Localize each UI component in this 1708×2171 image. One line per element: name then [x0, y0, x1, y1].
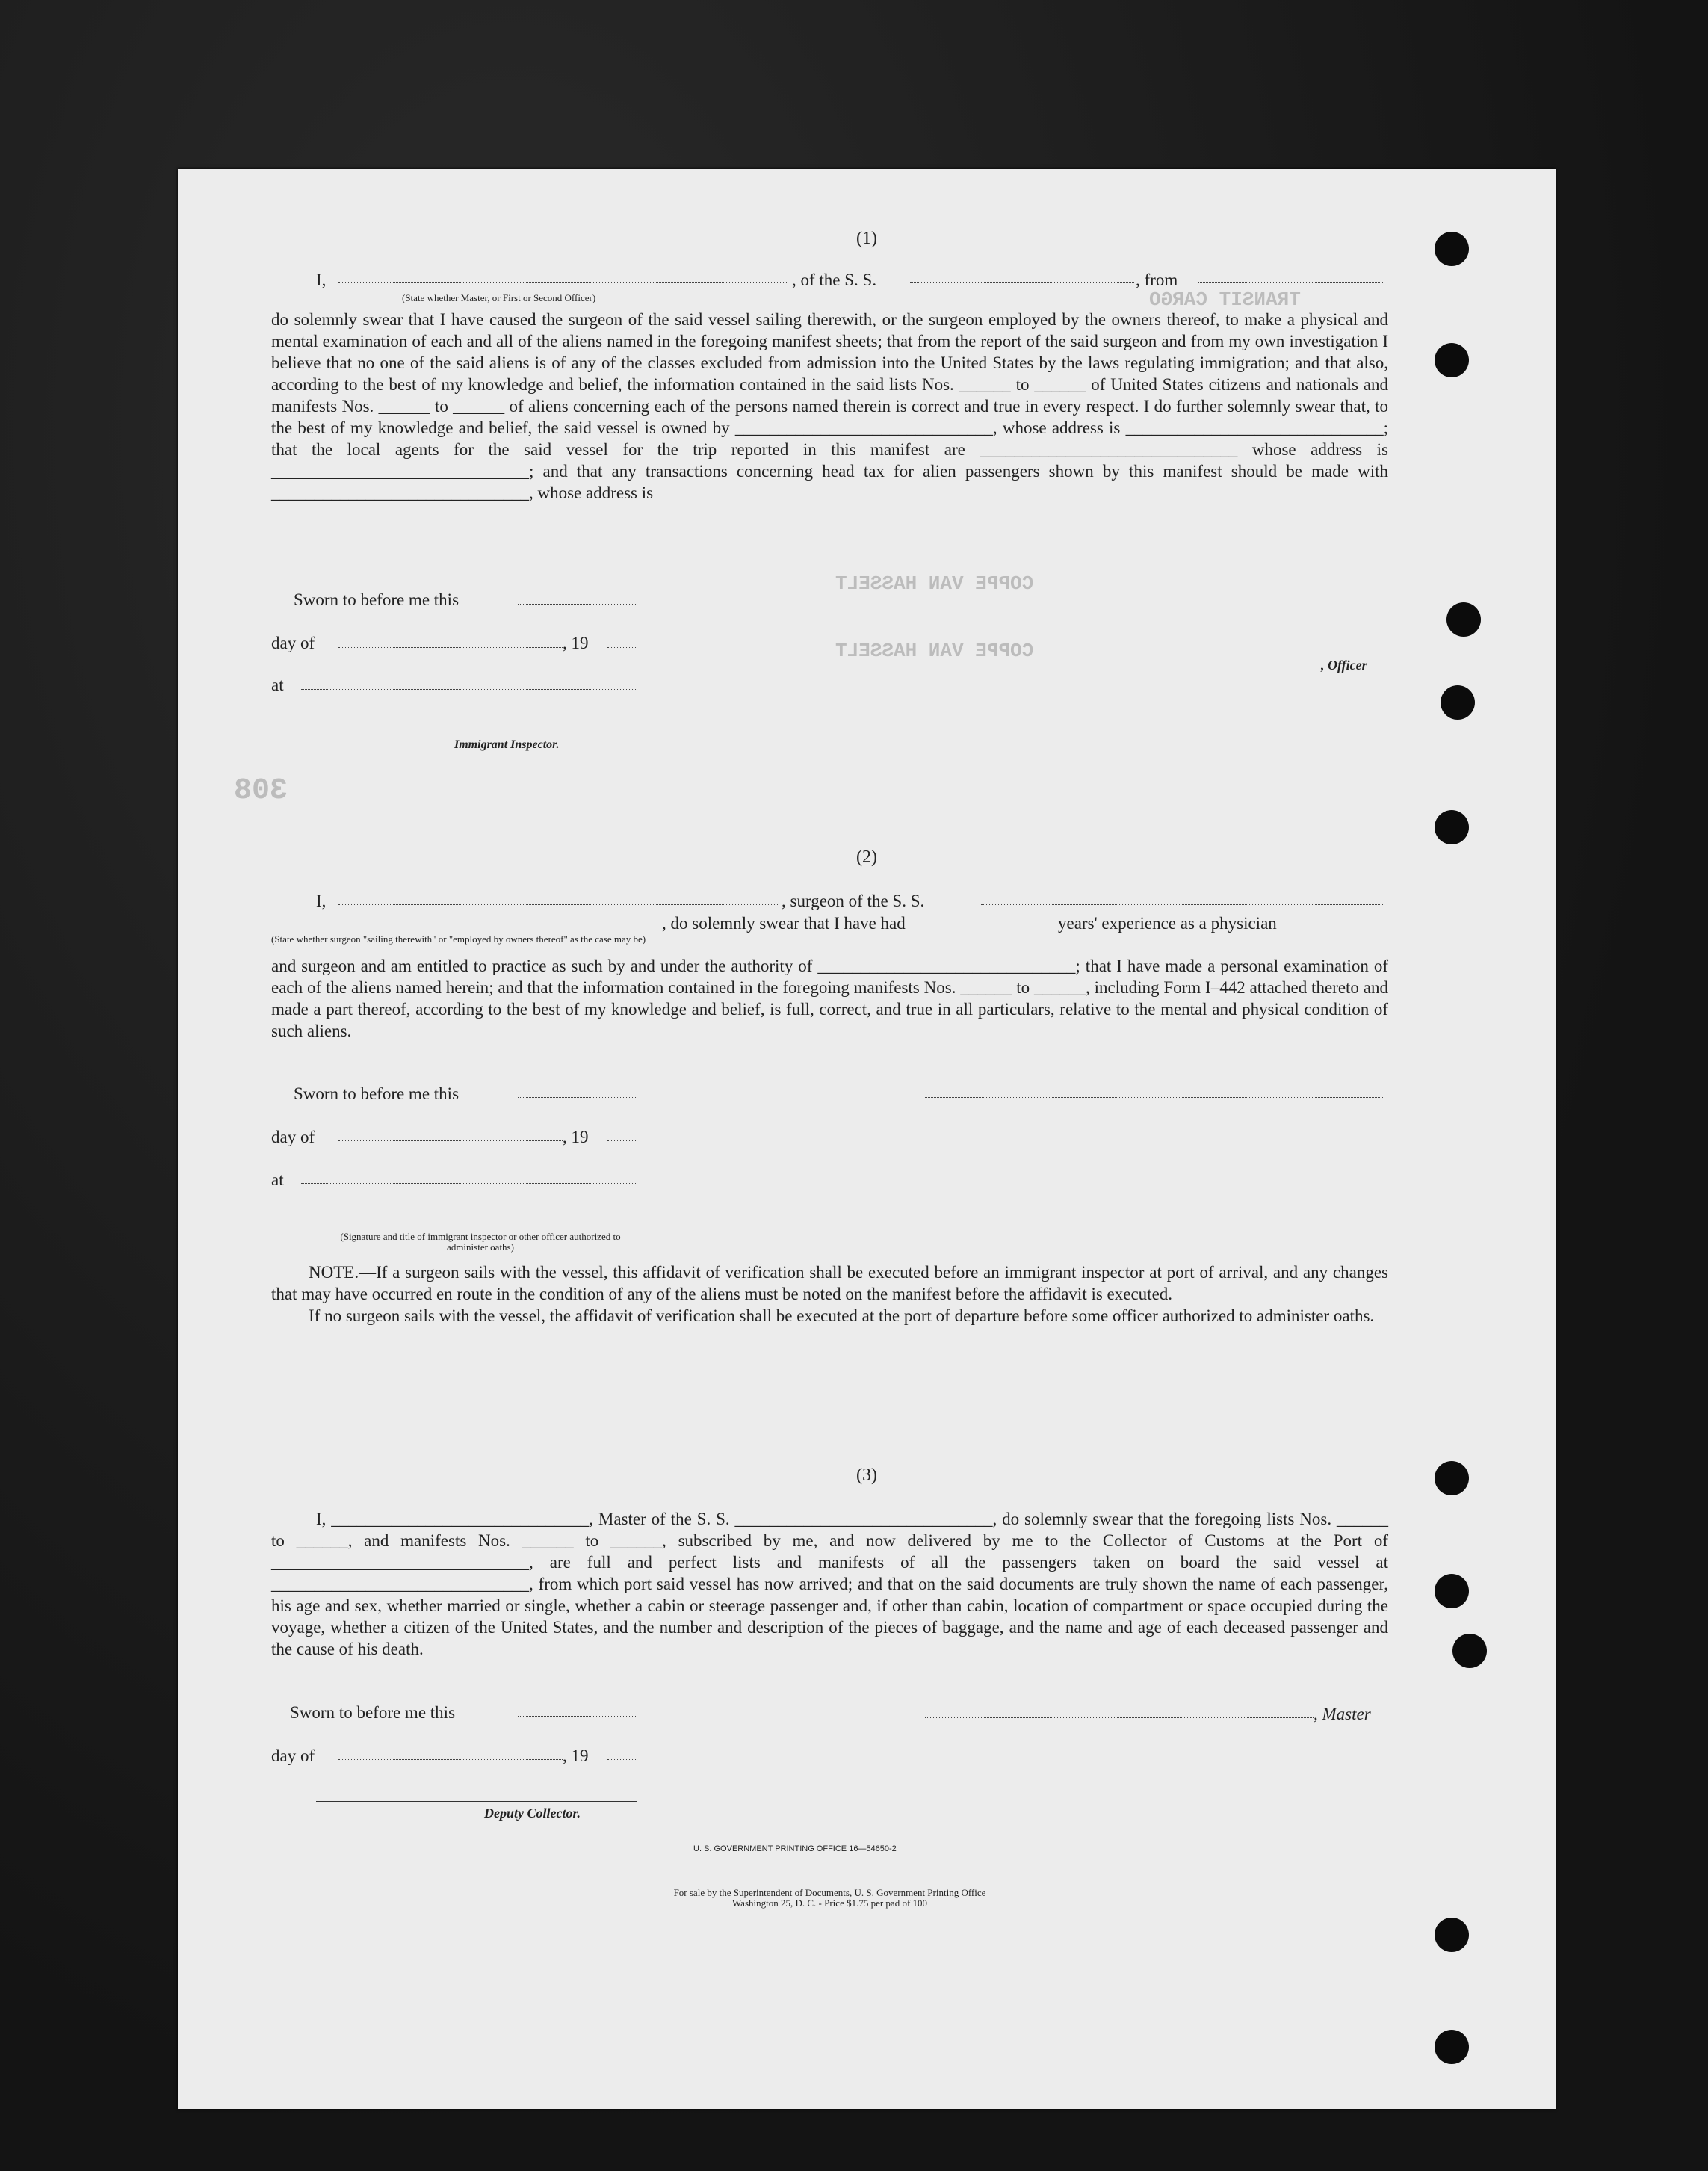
punch-hole	[1435, 810, 1469, 844]
s3-year-line[interactable]	[607, 1744, 637, 1760]
s2-at-line[interactable]	[301, 1168, 637, 1184]
s2-sworn: Sworn to before me this	[294, 1084, 460, 1103]
s1-i-label: I,	[316, 271, 327, 289]
printing-office-code: U. S. GOVERNMENT PRINTING OFFICE 16—54650-2	[693, 1844, 897, 1853]
punch-hole	[1452, 1634, 1487, 1668]
s2-years: years' experience as a physician	[1058, 914, 1277, 933]
s2-note2: If no surgeon sails with the vessel, the affidavit of verification shall be executed at the port of departure before some officer authorized to administer oaths.	[309, 1306, 1375, 1325]
s1-officer-line[interactable]	[338, 268, 787, 283]
s3-sworn: Sworn to before me this	[290, 1703, 456, 1722]
s2-year: , 19	[563, 1128, 589, 1146]
punch-hole	[1435, 2030, 1469, 2064]
bleed-through: TRANSIT CARGO	[1149, 288, 1301, 311]
s1-at: at	[271, 676, 284, 694]
s1-inspector-label: Immigrant Inspector.	[454, 738, 560, 751]
s1-at-line[interactable]	[301, 674, 637, 690]
s3-deputy-rule	[316, 1801, 637, 1802]
punch-hole	[1435, 1461, 1469, 1495]
s1-body: do solemnly swear that I have caused the surgeon of the said vessel sailing therewith, or the surgeon employed by the owners thereof, to make a physical and mental examination of each and all of the aliens named in the foregoing manifest sheets; that from the report of the said surgeon and from my own investigation I believe that no one of the said aliens is of any of the classes excluded from admission into the United States by the laws regulating immigration; and that also, according to the best of my knowledge and belief, the information contained in the said lists Nos. ______ to ______ of United States citizens and nationals and manifests Nos. ______ to ______ of aliens concerning each of the persons named therein is correct and true in every respect. I do further solemnly swear that, to the best of my knowledge and belief, the said vessel is owned by ______________________________, whose address is ______________________________; that the local agents for the said vessel for the trip reported in this manifest are ______________________________ whose address is ______________________________; and that any transactions concerning head tax for alien passengers shown by this manifest should be made with ______________________________, whose address is	[271, 310, 1388, 502]
s1-officer-label: , Officer	[1321, 658, 1367, 673]
s2-caption: (State whether surgeon "sailing therewith" or "employed by owners thereof" as the case may be)	[271, 933, 646, 945]
punch-hole	[1435, 343, 1469, 377]
s2-surgeon-of: , surgeon of the S. S.	[782, 892, 925, 910]
s3-body: I, ______________________________, Master of the S. S. ______________________________, do solemnly swear that the foregoing lists Nos. ______ to ______, and manifests Nos. ______ to ______, subscribed by me, and now delivered by me to the Collector of Customs at the Port of ______________________________, are full and perfect lists and manifests of all the passengers taken on board the said vessel at ______________________________, from which port said vessel has now arrived; and that on the said documents are truly shown the name of each passenger, his age and sex, whether married or single, whether a cabin or steerage passenger and, if other than cabin, location of compartment or space occupied during the voyage, whether a citizen of the United States, and the number and description of the pieces of baggage, and the name and age of each deceased passenger and the cause of his death.	[271, 1510, 1388, 1658]
s1-officer-sign-line[interactable]	[925, 658, 1321, 673]
manifest-page	[178, 169, 1556, 2109]
s1-vessel-line[interactable]	[910, 268, 1134, 283]
s2-note1: NOTE.—If a surgeon sails with the vessel, this affidavit of verification shall be executed before an immigrant inspector at port of arrival, and any changes that may have occurred en route in the condition of any of the aliens must be noted on the manifest before the affidavit is executed.	[271, 1263, 1388, 1303]
s2-sig-caption: (Signature and title of immigrant inspector or other officer authorized to administer oaths)	[340, 1231, 621, 1253]
s2-do-swear: , do solemnly swear that I have had	[662, 914, 906, 933]
s3-day-line[interactable]	[338, 1744, 563, 1760]
s3-day-of: day of	[271, 1747, 315, 1765]
s2-name-line[interactable]	[338, 889, 779, 905]
section-1-number: (1)	[856, 229, 877, 248]
s3-sworn-line[interactable]	[518, 1701, 637, 1717]
s3-deputy-label: Deputy Collector.	[484, 1806, 581, 1821]
punch-hole	[1446, 602, 1481, 637]
s1-sworn-line[interactable]	[518, 589, 637, 605]
sale-line-1: For sale by the Superintendent of Documents, U. S. Government Printing Office	[673, 1887, 986, 1898]
s1-year: , 19	[563, 634, 589, 652]
s2-at: at	[271, 1170, 284, 1189]
s2-vessel-line[interactable]	[981, 889, 1384, 905]
bleed-through: 308	[234, 774, 288, 808]
s1-from-line[interactable]	[1198, 268, 1384, 283]
bleed-through: COPPE VAN HASSELT	[835, 572, 1034, 595]
s1-officer-caption: (State whether Master, or First or Second Officer)	[402, 292, 596, 303]
punch-hole	[1435, 1574, 1469, 1608]
s2-body: and surgeon and am entitled to practice as such by and under the authority of ______________________________; that I have made a personal examination of each of the aliens named herein; and that the information contained in the foregoing manifests Nos. ______ to ______, including Form I–442 attached thereto and made a part thereof, according to the best of my knowledge and belief, is full, correct, and true in all particulars, relative to the mental and physical condition of such aliens.	[271, 957, 1388, 1040]
bleed-through: COPPE VAN HASSELT	[835, 640, 1034, 662]
punch-hole	[1435, 1918, 1469, 1952]
s2-sworn-line[interactable]	[518, 1082, 637, 1098]
s2-year-line[interactable]	[607, 1125, 637, 1141]
s1-of-ss: , of the S. S.	[792, 271, 877, 289]
s1-from: , from	[1136, 271, 1178, 289]
s2-day-of: day of	[271, 1128, 315, 1146]
s3-master-line[interactable]	[925, 1702, 1314, 1718]
s2-status-line[interactable]	[271, 912, 660, 927]
s2-sign-line[interactable]	[925, 1082, 1384, 1098]
s1-day-of: day of	[271, 634, 315, 652]
s1-sworn: Sworn to before me this	[294, 590, 460, 609]
s3-master-label: , Master	[1314, 1705, 1371, 1723]
section-3-number: (3)	[856, 1466, 877, 1485]
s3-year: , 19	[563, 1747, 589, 1765]
sale-line-2: Washington 25, D. C. - Price $1.75 per pad of 100	[731, 1897, 928, 1909]
s1-year-line[interactable]	[607, 632, 637, 648]
section-2-number: (2)	[856, 847, 877, 867]
punch-hole	[1435, 232, 1469, 266]
s2-day-line[interactable]	[338, 1125, 563, 1141]
s2-years-line[interactable]	[1009, 912, 1053, 927]
s1-day-line[interactable]	[338, 632, 563, 648]
punch-hole	[1441, 685, 1475, 720]
s2-i-label: I,	[316, 892, 327, 910]
